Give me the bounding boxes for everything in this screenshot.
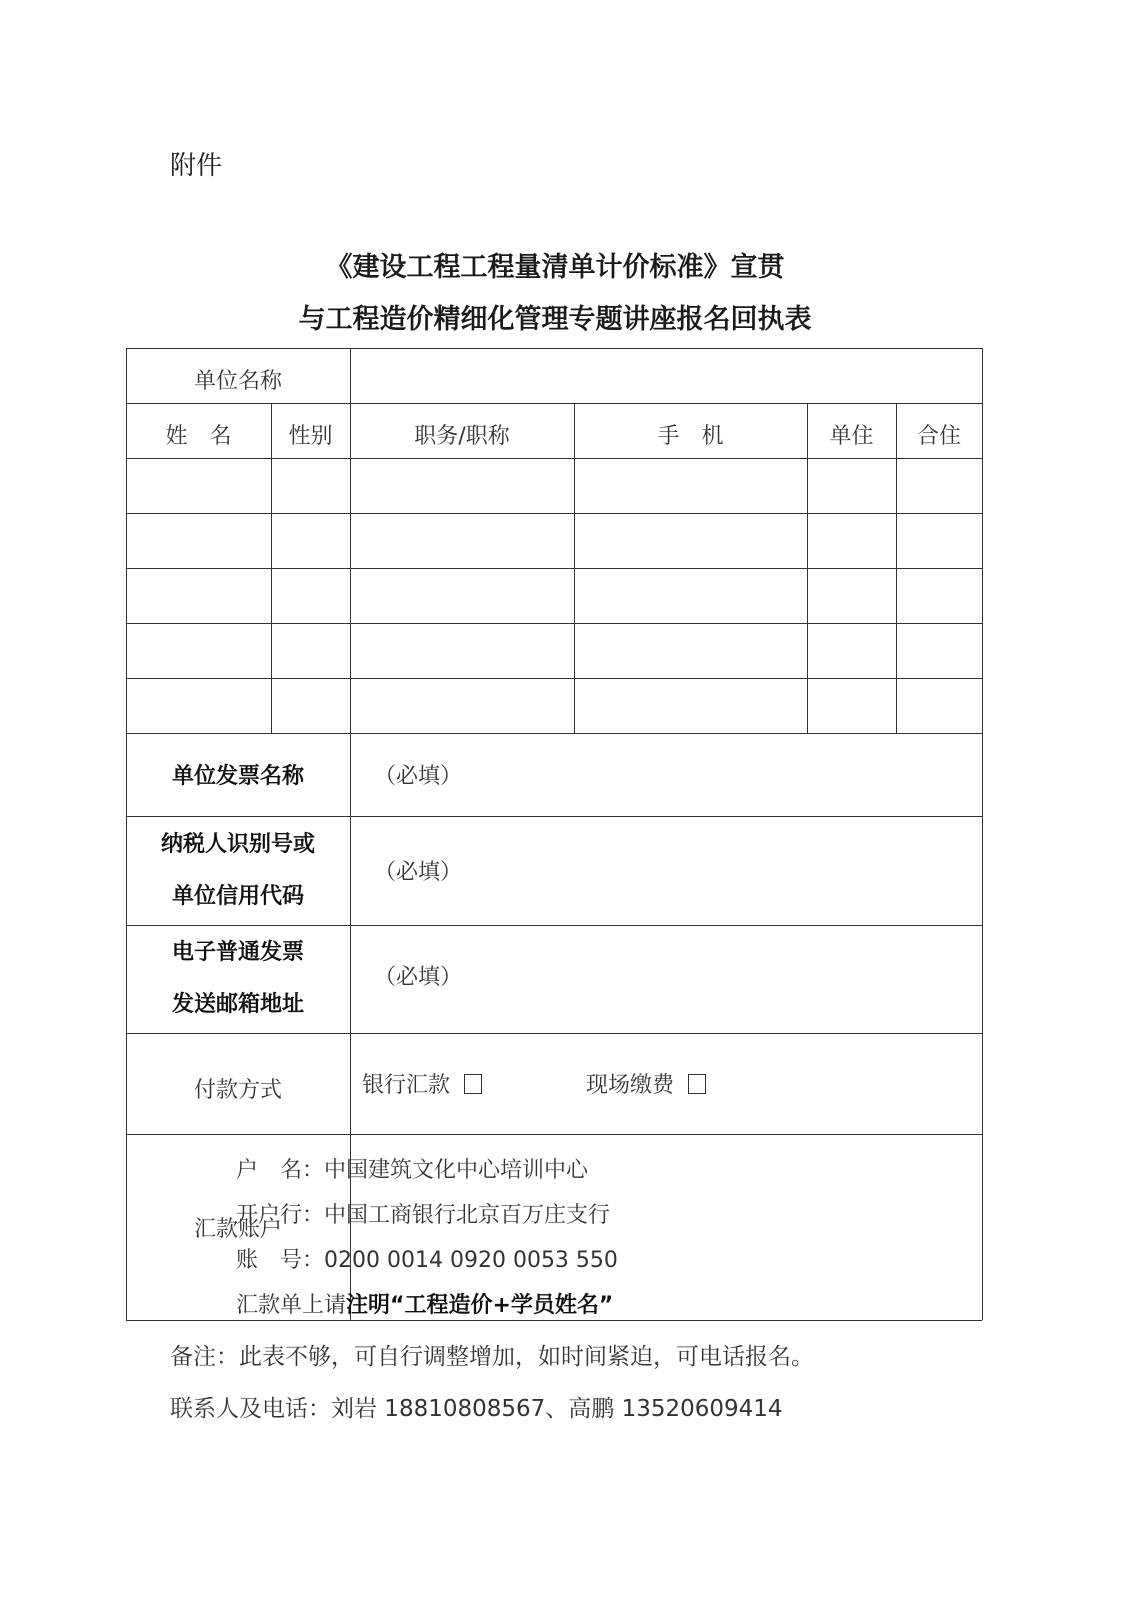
title-line-2: 与工程造价精细化管理专题讲座报名回执表 xyxy=(298,304,812,335)
unit-name-label: 单位名称 xyxy=(193,368,282,394)
bank-transfer-label: 银行汇款 xyxy=(362,1073,451,1098)
payment-option-onsite[interactable] xyxy=(586,1068,706,1099)
tax-id-label-line-2: 单位信用代码 xyxy=(171,883,304,909)
col-header-gender: 性别 xyxy=(288,423,333,449)
onsite-payment-label: 现场缴费 xyxy=(586,1073,675,1098)
attendee-row-2[interactable] xyxy=(128,515,980,567)
row-divider xyxy=(126,513,982,514)
payment-method-label: 付款方式 xyxy=(193,1078,282,1103)
payment-option-bank-transfer[interactable] xyxy=(362,1068,482,1099)
invoice-name-label: 单位发票名称 xyxy=(171,764,304,789)
contact-note: 联系人及电话：刘岩 18810808567、高鹏 13520609414 xyxy=(170,1396,783,1422)
attendee-row-3[interactable] xyxy=(128,570,980,622)
account-holder: 户 名：中国建筑文化中心培训中心 xyxy=(236,1158,589,1183)
attendee-row-4[interactable] xyxy=(128,625,980,677)
attachment-label: 附件 xyxy=(170,151,223,181)
table-border-right xyxy=(982,348,983,1320)
col-header-name: 姓 名 xyxy=(165,423,232,449)
account-bank: 开户行：中国工商银行北京百万庄支行 xyxy=(236,1203,611,1228)
attendee-row-5[interactable] xyxy=(128,680,980,732)
account-label: 汇款账户 xyxy=(193,1216,282,1242)
row-divider xyxy=(126,678,982,679)
bank-transfer-checkbox[interactable] xyxy=(464,1074,482,1094)
account-number: 账 号：0200 0014 0920 0053 550 xyxy=(236,1248,618,1273)
col-header-position: 职务/职称 xyxy=(414,423,510,449)
email-field[interactable]: （必填） xyxy=(374,964,463,990)
tax-id-field[interactable]: （必填） xyxy=(374,860,463,885)
onsite-payment-checkbox[interactable] xyxy=(688,1074,706,1094)
payment-options xyxy=(350,1033,982,1134)
col-header-shared-room: 合住 xyxy=(916,423,961,449)
title-line-1: 《建设工程工程量清单计价标准》宣贯 xyxy=(325,252,785,283)
email-label xyxy=(126,925,350,1033)
remark-note: 备注：此表不够，可自行调整增加，如时间紧迫，可电话报名。 xyxy=(170,1344,814,1370)
account-memo xyxy=(236,1283,618,1328)
col-header-single-room: 单住 xyxy=(829,423,874,449)
email-label-line-1: 电子普通发票 xyxy=(171,940,304,965)
row-divider xyxy=(126,568,982,569)
col-header-mobile: 手 机 xyxy=(657,423,724,449)
invoice-name-field[interactable]: （必填） xyxy=(374,764,463,789)
memo-emphasis: 注明“工程造价+学员姓名” xyxy=(346,1293,614,1318)
tax-id-label-line-1: 纳税人识别号或 xyxy=(160,831,315,857)
row-divider xyxy=(126,623,982,624)
account-details xyxy=(236,1148,618,1328)
email-label-line-2: 发送邮箱地址 xyxy=(171,992,304,1017)
attendee-row-1[interactable] xyxy=(128,460,980,512)
memo-prefix: 汇款单上请 xyxy=(236,1293,347,1318)
unit-name-input[interactable] xyxy=(352,350,980,402)
tax-id-label xyxy=(126,816,350,925)
